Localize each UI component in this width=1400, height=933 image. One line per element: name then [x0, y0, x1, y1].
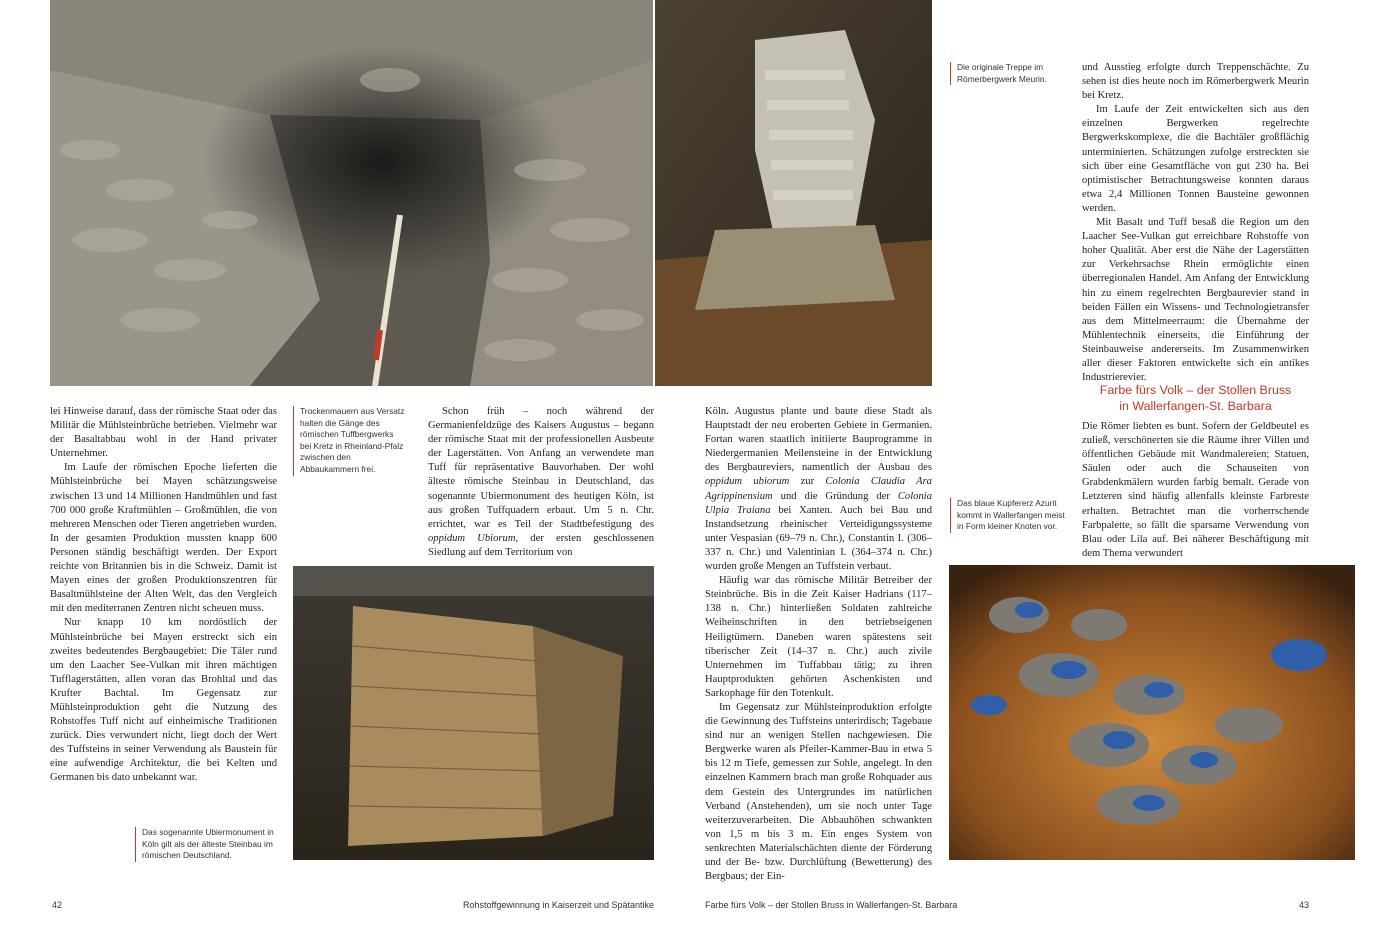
caption-tunnel: Trockenmauern aus Versatz halten die Gänge des römischen Tuffbergwerks bei Kretz in Rheinland-Pfalz zwischen den Abbaukammern frei.	[293, 406, 405, 476]
column-4-bottom	[1082, 420, 1309, 561]
paragraph: und Ausstieg erfolgte durch Treppenschächte. Zu sehen ist dies heute noch im Römerbergwerk Meurin bei Kretz.	[1082, 62, 1309, 102]
paragraph: Schon früh – noch während der Germanienfeldzüge des Kaisers Augustus – begann der römische Staat mit der professionellen Ausbeute der Lagerstätten. Von Anfang an verwendete man Tuff für repräsentative Bauvorhaben. Der wohl älteste römische Steinbau in Deutschland, das sogenannte Ubiermonument des heutigen Köln, ist aus großen Tuffquadern erbaut. Um 5 n. Chr. errichtet, war es Teil der Stadtbefestigung des oppidum Ubiorum, der ersten geschlossenen Siedlung auf dem Territorium von	[428, 406, 654, 558]
paragraph: Im Gegensatz zur Mühlsteinproduktion erfolgte die Gewinnung des Tuffsteins unterirdisch; Tagebaue sind nur an wenigen Stellen nachgewiesen. Die Bergwerke waren als Pfeiler-Kammer-Bau in etwa 5 bis 12 m Tiefe, gemessen zur Sohle, angelegt. In den einzelnen Kammern brach man große Rohquader aus dem Gestein des Untergrundes im natürlichen Verband (Anstehenden), um sie noch unter Tage weiterzuverarbeiten. Die Abbauhöhen schwankten von 1,5 m bis 3 m. Ein enges System von senkrechten Materialschächten diente der Förderung und der Be- bzw. Durchlüftung (Bewetterung) des Bergbaus; der Ein-	[705, 701, 932, 883]
paragraph: Im Laufe der Zeit entwickelten sich aus den einzelnen Bergwerken regelrechte Bergwerkskomplexe, die die Bachtäler großflächig unterminierten. Schätzungen zufolge erstreckten sie sich über eine Gesamtfläche von gut 230 ha. Bei optimistischer Betrachtungsweise konnten daraus etwa 2,4 Millionen Tonnen Bausteine gewonnen werden.	[1082, 104, 1309, 214]
paragraph: Köln. Augustus plante und baute diese Stadt als Hauptstadt der neu eroberten Gebiete in Germanien. Fortan waren staatlich initiierte Bauprogramme in Niedergermanien Meilensteine in der Entwicklung des Bergbaureviers, namentlich der Ausbau des oppidum ubiorum zur Colonia Claudia Ara Agrippinensium und die Gründung der Colonia Ulpia Traiana bei Xanten. Auch bei Bau und Instandsetzung rheinischer Verteidigungssysteme unter Vespasian (69–79 n. Chr.), Constantin I. (306–337 n. Chr.) und Valentinian I. (364–374 n. Chr.) wurden große Mengen an Tuffstein verbaut.	[705, 406, 932, 573]
paragraph: Nur knapp 10 km nordöstlich der Mühlsteinbrüche bei Mayen erstreckt sich ein zweites bedeutendes Bergbaugebiet: Die Täler rund um den Laacher See-Vulkan mit ihren mächtigen Tufflagerstätten, allen voran das Brohltal und das Krufter Bachtal. Im Gegensatz zur Mühlsteinproduktion geht die Nutzung des Rohstoffes Tuff nicht auf einheimische Traditionen zurück. Dies verwundert nicht, liegt doch der Wert des Tuffsteins in seiner Verwendung als Baustein für eine aufwendige Architektur, die bei Kelten und Germanen bis dato unbekannt war.	[50, 617, 277, 784]
page-number-right: 43	[1298, 900, 1309, 910]
section-subheading: Farbe fürs Volk – der Stollen Bruss in Wallerfangen-St. Barbara	[1099, 383, 1292, 413]
paragraph: Häufig war das römische Militär Betreiber der Steinbrüche. Bis in die Zeit Kaiser Hadrians (117–138 n. Chr.) hinterließen Soldaten zahlreiche Weiheinschriften in den betriebseigenen Heiligtümern. Daneben waren spätestens seit tiberischer Zeit (14–37 n. Chr.) auch zivile Unternehmen im Tuffabbau tätig; zu ihren Hauptprodukten gehörten Aschenkisten und Sarkophage für den Totenkult.	[705, 575, 932, 699]
page-number-left: 42	[52, 900, 63, 910]
paragraph: lei Hinweise darauf, dass der römische Staat oder das Militär die Mühlsteinbrüche betrieben. Vielmehr war der Basaltabbau wohl in der Hand privater Unternehmer.	[50, 406, 277, 460]
column-3	[705, 405, 932, 884]
column-1	[50, 405, 277, 786]
paragraph: Im Laufe der römischen Epoche lieferten die Mühlsteinbrüche bei Mayen schätzungsweise zwischen 13 und 14 Millionen Handmühlen und fast 700 000 große Kraftmühlen – Großmühlen, die von mehreren Menschen oder Tieren angetrieben wurden. In der gesamten Produktion mussten knapp 600 Personen ständig beschäftigt werden. Der Export reichte von Britannien bis in die Schweiz. Damit ist Mayen eines der großen Produktionszentren für Basaltmühlsteine der Alten Welt, das den Vergleich mit den mediterranen Zentren nicht scheuen muss.	[50, 462, 277, 615]
ubiermonument-photo	[293, 566, 654, 860]
column-4-top	[1082, 61, 1309, 385]
caption-stairs: Die originale Treppe im Römerbergwerk Meurin.	[950, 62, 1068, 85]
paragraph: Mit Basalt und Tuff besaß die Region um den Laacher See-Vulkan gut erreichbare Rohstoffe von hoher Qualität. Aber erst die Nähe der Lagerstätten zur Verkehrsachse Rhein ermöglichte einen überregionalen Handel. Am Anfang der Entwicklung hin zu einem regelrechten Bergbaurevier stand in beiden Fällen ein Wissens- und Technologietransfer aus dem Mittelmeerraum: die Übernahme der Mühlentechnik einerseits, die Einführung der Steinbauweise andererseits. Im Zusammenwirken aller dieser Faktoren entwickelte sich ein antikes Industrierevier.	[1082, 217, 1309, 384]
stairs-photo	[655, 0, 932, 386]
caption-ubier: Das sogenannte Ubiermonument in Köln gilt als der älteste Steinbau im römischen Deutschland.	[135, 827, 277, 862]
paragraph: Die Römer liebten es bunt. Sofern der Geldbeutel es zuließ, verschönerten sie die Räume ihrer Villen und öffentlichen Gebäude mit Wandmalereien; Statuen, Säulen oder auch die Schauseiten von Grabdenkmälern wurden farbig bemalt. Gerade von Letzteren sind häufig allenfalls kleinste Farbreste erhalten. Betrachtet man die vorherrschende Farbpalette, so fällt die sparsame Verwendung von Blau oder Lila auf. Bei näherer Beschäftigung mit dem Thema verwundert	[1082, 421, 1309, 559]
running-title-left: Rohstoffgewinnung in Kaiserzeit und Spätantike	[463, 900, 654, 910]
running-title-right: Farbe fürs Volk – der Stollen Bruss in Wallerfangen-St. Barbara	[705, 900, 958, 910]
caption-azurite: Das blaue Kupfererz Azurit kommt in Wallerfangen meist in Form kleiner Knoten vor.	[950, 498, 1068, 533]
azurite-photo	[949, 565, 1355, 860]
tunnel-photo	[50, 0, 653, 386]
column-2	[428, 405, 654, 560]
